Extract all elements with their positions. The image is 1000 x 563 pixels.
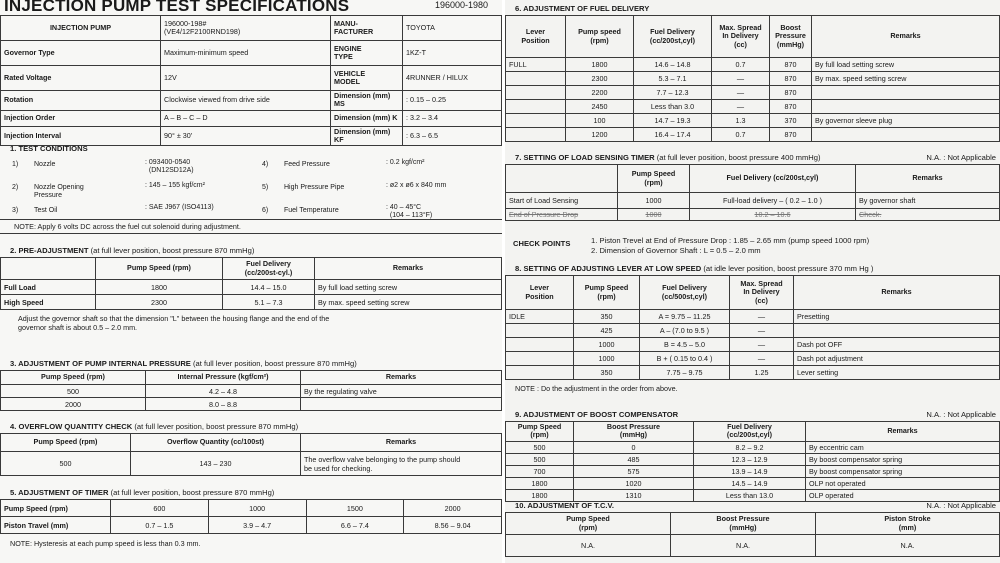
table-cell: 870 (770, 128, 812, 142)
column-header: Fuel Delivery (cc/200st,cyl) (690, 165, 856, 193)
tcv-table (505, 512, 1000, 557)
info-label: Rated Voltage (1, 66, 161, 91)
boost-comp-section (505, 409, 1000, 502)
condition-number: 6) (262, 207, 269, 214)
overflow-section (0, 420, 502, 476)
table-cell: By full load setting screw (812, 58, 1000, 72)
timer-title (0, 486, 502, 499)
table-cell: 8.0 – 8.8 (146, 398, 301, 411)
table-row (1, 452, 502, 476)
info-label: VEHICLE MODEL (331, 66, 403, 91)
table-cell: 13.9 – 14.9 (694, 465, 806, 477)
info-section (0, 15, 502, 146)
table-cell: By governor sleeve plug (812, 114, 1000, 128)
header-row (1, 371, 502, 385)
info-label: Governor Type (1, 41, 161, 66)
table-cell (506, 338, 574, 352)
table-cell: 5.1 – 7.3 (223, 295, 315, 310)
table-cell: 14.4 – 15.0 (223, 280, 315, 295)
info-value: : 3.2 – 3.4 (403, 110, 502, 126)
table-row (1, 398, 502, 411)
table-cell (506, 366, 574, 380)
column-header (1, 258, 96, 280)
table-row (506, 100, 1000, 114)
table-row (506, 366, 1000, 380)
table-cell: By eccentric cam (806, 441, 1000, 453)
table-cell: 7.7 – 12.3 (634, 86, 712, 100)
table-cell: 0 (574, 441, 694, 453)
info-label: Dimension (mm) MS (331, 91, 403, 111)
table-cell: 8.2 – 9.2 (694, 441, 806, 453)
document-header (0, 0, 502, 14)
table-cell: Less than 13.0 (694, 489, 806, 501)
column-header: Remarks (301, 434, 502, 452)
info-row (1, 41, 502, 66)
table-row (506, 86, 1000, 100)
table-row (1, 280, 502, 295)
column-header: Pump Speed (rpm) (506, 422, 574, 442)
info-label: Injection Interval (1, 126, 161, 146)
column-header: Fuel Delivery (cc/200st,cyl) (634, 16, 712, 58)
timer-note: NOTE: Hysteresis at each pump speed is less than 0.3 mm. (10, 539, 201, 548)
column-header: Piston Stroke (mm) (816, 513, 1000, 535)
fuel-delivery-section (505, 2, 1000, 142)
column-header: Pump Speed (rpm) (506, 513, 671, 535)
header-row (506, 165, 1000, 193)
table-cell: FULL (506, 58, 566, 72)
table-row (506, 453, 1000, 465)
table-cell: 1800 (506, 477, 574, 489)
load-sensing-na: N.A. : Not Applicable (926, 153, 996, 162)
table-cell: By full load setting screw (315, 280, 502, 295)
table-cell: OLP operated (806, 489, 1000, 501)
table-cell: 870 (770, 58, 812, 72)
column-header: Pump speed (rpm) (566, 16, 634, 58)
boost-comp-title (505, 409, 1000, 421)
header-row (506, 276, 1000, 310)
table-cell: 8.56 – 9.04 (404, 517, 502, 534)
info-value: : 6.3 – 6.5 (403, 126, 502, 146)
table-cell: 1200 (566, 128, 634, 142)
boost-comp-table (505, 421, 1000, 502)
table-cell: 1000 (574, 352, 640, 366)
table-cell: 12.3 – 12.9 (694, 453, 806, 465)
table-cell: 1.25 (730, 366, 794, 380)
timer-table (0, 499, 502, 534)
table-cell: 2450 (566, 100, 634, 114)
column-header: Remarks (806, 422, 1000, 442)
overflow-table (0, 433, 502, 476)
table-cell: Dash pot OFF (794, 338, 1000, 352)
table-cell: 485 (574, 453, 694, 465)
table-cell: Less than 3.0 (634, 100, 712, 114)
table-cell: B = 4.5 – 5.0 (640, 338, 730, 352)
column-header: Remarks (856, 165, 1000, 193)
table-cell: Dash pot adjustment (794, 352, 1000, 366)
column-header: Remarks (794, 276, 1000, 310)
table-cell: — (730, 310, 794, 324)
condition-label: High Pressure Pipe (284, 184, 345, 191)
condition-label: Fuel Temperature (284, 207, 339, 214)
table-cell: 6.6 – 7.4 (306, 517, 404, 534)
column-header: Pump Speed (rpm) (96, 258, 223, 280)
table-cell (506, 352, 574, 366)
overflow-title (0, 420, 502, 433)
table-cell: Piston Travel (mm) (1, 517, 111, 534)
table-cell: Lever setting (794, 366, 1000, 380)
low-speed-title (505, 262, 1000, 275)
table-cell: 1800 (506, 489, 574, 501)
column-header: Boost Pressure (mmHg) (671, 513, 816, 535)
table-cell: N.A. (671, 535, 816, 557)
info-value: 1KZ-T (403, 41, 502, 66)
table-cell: 1020 (574, 477, 694, 489)
table-cell: 14.5 – 14.9 (694, 477, 806, 489)
column-header: Pump Speed (rpm) (1, 371, 146, 385)
table-cell: 370 (770, 114, 812, 128)
header-row (1, 434, 502, 452)
table-cell: 870 (770, 86, 812, 100)
table-row (1, 517, 502, 534)
table-cell: OLP not operated (806, 477, 1000, 489)
table-cell: By max. speed setting screw (812, 72, 1000, 86)
info-value: 4RUNNER / HILUX (403, 66, 502, 91)
table-cell: 1800 (566, 58, 634, 72)
table-cell: 100 (566, 114, 634, 128)
table-cell: — (712, 86, 770, 100)
overflow-heading: 4. OVERFLOW QUANTITY CHECK (10, 422, 133, 431)
table-cell: Pump Speed (rpm) (1, 500, 111, 517)
condition-number: 2) (12, 184, 19, 191)
test-conditions-title: 1. TEST CONDITIONS (10, 144, 88, 153)
column-header: Lever Position (506, 16, 566, 58)
table-cell: — (730, 324, 794, 338)
column-header: Fuel Delivery (cc/200st-cyl.) (223, 258, 315, 280)
table-cell (812, 86, 1000, 100)
table-cell: 3.9 – 4.7 (208, 517, 306, 534)
info-value: 196000-198# (VE4/12F2100RND198) (161, 16, 331, 41)
timer-heading: 5. ADJUSTMENT OF TIMER (10, 488, 109, 497)
pre-adjustment-table (0, 257, 502, 310)
document-title: INJECTION PUMP TEST SPECIFICATIONS (4, 0, 350, 15)
column-header: Overflow Quantity (cc/100st) (131, 434, 301, 452)
table-cell: 2000 (404, 500, 502, 517)
table-cell: By the regulating valve (301, 385, 502, 398)
condition-value: : 40 – 45°C (104 – 113°F) (386, 204, 433, 220)
table-cell: — (730, 352, 794, 366)
info-row (1, 91, 502, 111)
table-cell: By boost compensator spring (806, 453, 1000, 465)
table-cell (794, 324, 1000, 338)
table-cell: 350 (574, 310, 640, 324)
column-header: Lever Position (506, 276, 574, 310)
fuel-delivery-title: 6. ADJUSTMENT OF FUEL DELIVERY (515, 4, 650, 13)
header-row (506, 16, 1000, 58)
internal-pressure-heading: 3. ADJUSTMENT OF PUMP INTERNAL PRESSURE (10, 359, 191, 368)
table-cell: 1800 (96, 280, 223, 295)
table-cell: 1500 (306, 500, 404, 517)
table-row (506, 209, 1000, 221)
low-speed-note: NOTE : Do the adjustment in the order from above. (515, 384, 678, 393)
load-sensing-title (505, 151, 1000, 164)
pre-adjustment-title (0, 244, 502, 257)
table-cell: — (730, 338, 794, 352)
table-cell: 870 (770, 72, 812, 86)
info-row (1, 66, 502, 91)
table-cell: 0.7 (712, 58, 770, 72)
info-label: Injection Order (1, 110, 161, 126)
info-value: TOYOTA (403, 16, 502, 41)
table-row (506, 338, 1000, 352)
info-row (1, 16, 502, 41)
pre-adjustment-heading: 2. PRE-ADJUSTMENT (10, 246, 89, 255)
info-value: : 0.15 – 0.25 (403, 91, 502, 111)
tcv-section (505, 500, 1000, 557)
column-header: Internal Pressure (kgf/cm²) (146, 371, 301, 385)
condition-number: 5) (262, 184, 269, 191)
info-value: Clockwise viewed from drive side (161, 91, 331, 111)
table-cell: By boost compensator spring (806, 465, 1000, 477)
table-cell: 1000 (208, 500, 306, 517)
table-cell: 1310 (574, 489, 694, 501)
table-row (1, 295, 502, 310)
overflow-condition: (at full lever position, boost pressure 870 mmHg) (134, 422, 299, 431)
table-cell: 2300 (566, 72, 634, 86)
table-cell: 700 (506, 465, 574, 477)
info-table (0, 15, 502, 146)
table-cell: 0.7 – 1.5 (111, 517, 209, 534)
right-page (505, 0, 1000, 563)
table-cell: 350 (574, 366, 640, 380)
check-points-line1: 1. Piston Trevel at End of Pressure Drop : 1.85 – 2.65 mm (pump speed 1000 rpm) (591, 236, 870, 245)
column-header: Max. Spread In Delivery (cc) (712, 16, 770, 58)
low-speed-condition: (at idle lever position, boost pressure 370 mm Hg ) (703, 264, 874, 273)
table-cell: By max. speed setting screw (315, 295, 502, 310)
info-value: Maximum-minimum speed (161, 41, 331, 66)
table-cell (506, 128, 566, 142)
column-header: Boost Pressure (mmHg) (770, 16, 812, 58)
internal-pressure-section (0, 357, 502, 411)
info-label: Dimension (mm) KF (331, 126, 403, 146)
column-header: Max. Spread In Delivery (cc) (730, 276, 794, 310)
check-points-line2: 2. Dimension of Governor Shaft : L = 0.5 – 2.0 mm (591, 246, 761, 255)
table-row (506, 441, 1000, 453)
table-cell: 870 (770, 100, 812, 114)
table-row (506, 72, 1000, 86)
condition-value: : SAE J967 (ISO4113) (145, 204, 214, 211)
table-row (506, 58, 1000, 72)
column-header: Pump Speed (rpm) (574, 276, 640, 310)
table-row (506, 535, 1000, 557)
table-cell (506, 114, 566, 128)
table-cell (506, 72, 566, 86)
table-cell: 575 (574, 465, 694, 477)
table-cell: A – (7.0 to 9.5 ) (640, 324, 730, 338)
info-label: MANU- FACTURER (331, 16, 403, 41)
table-cell: 2000 (1, 398, 146, 411)
load-sensing-heading: 7. SETTING OF LOAD SENSING TIMER (515, 153, 655, 162)
info-value: A – B – C – D (161, 110, 331, 126)
column-header: Fuel Delivery (cc/200st,cyl) (694, 422, 806, 442)
condition-number: 3) (12, 207, 19, 214)
info-value: 12V (161, 66, 331, 91)
info-row (1, 110, 502, 126)
condition-number: 1) (12, 161, 19, 168)
table-cell: 0.7 (712, 128, 770, 142)
table-cell: Check. (856, 209, 1000, 221)
table-cell: 500 (506, 453, 574, 465)
load-sensing-condition: (at full lever position, boost pressure 400 mmHg) (656, 153, 821, 162)
condition-value: : 0.2 kgf/cm² (386, 159, 425, 166)
low-speed-heading: 8. SETTING OF ADJUSTING LEVER AT LOW SPEED (515, 264, 702, 273)
info-label: Rotation (1, 91, 161, 111)
tcv-na: N.A. : Not Applicable (926, 501, 996, 510)
table-cell (812, 100, 1000, 114)
table-cell: 2200 (566, 86, 634, 100)
condition-label: Nozzle Opening Pressure (34, 184, 84, 200)
table-cell: 1000 (574, 338, 640, 352)
table-cell: 500 (1, 452, 131, 476)
pre-adjustment-section (0, 244, 502, 336)
condition-label: Feed Pressure (284, 161, 330, 168)
table-cell: 1000 (618, 193, 690, 209)
table-cell: 143 – 230 (131, 452, 301, 476)
column-header: Remarks (301, 371, 502, 385)
condition-value: : 093400-0540 (DN12SD12A) (145, 159, 194, 175)
tcv-title (505, 500, 1000, 512)
table-row (1, 500, 502, 517)
table-cell (812, 128, 1000, 142)
table-row (506, 114, 1000, 128)
info-label: ENGINE TYPE (331, 41, 403, 66)
table-cell: 7.75 – 9.75 (640, 366, 730, 380)
check-points-label: CHECK POINTS (513, 239, 571, 248)
table-cell: — (712, 100, 770, 114)
internal-pressure-condition: (at full lever position, boost pressure 870 mmHg) (193, 359, 357, 368)
document-code: 196000-1980 (434, 0, 488, 10)
table-cell: By governor shaft (856, 193, 1000, 209)
table-row (506, 128, 1000, 142)
column-header (506, 165, 618, 193)
pre-adjustment-condition: (at full lever position, boost pressure 870 mmHg) (90, 246, 255, 255)
timer-condition: (at full lever position, boost pressure 870 mmHg) (110, 488, 275, 497)
table-cell: N.A. (506, 535, 671, 557)
internal-pressure-title (0, 357, 502, 370)
table-cell: 600 (111, 500, 209, 517)
table-cell: 5.3 – 7.1 (634, 72, 712, 86)
column-header: Fuel Delivery (cc/500st,cyl) (640, 276, 730, 310)
fuel-delivery-table (505, 15, 1000, 142)
table-cell: A = 9.75 – 11.25 (640, 310, 730, 324)
condition-value: : 145 – 155 kgf/cm² (145, 182, 205, 189)
table-cell: Presetting (794, 310, 1000, 324)
pre-adjustment-note: Adjust the governor shaft so that the dimension "L" between the housing flange and the end of the governor shaft is about 0.5 – 2.0 mm. (18, 314, 330, 332)
test-conditions-note: NOTE: Apply 6 volts DC across the fuel cut solenoid during adjustment. (0, 219, 502, 234)
low-speed-table (505, 275, 1000, 380)
table-cell: Full-load delivery – ( 0.2 – 1.0 ) (690, 193, 856, 209)
check-points (505, 235, 1000, 261)
table-cell: — (712, 72, 770, 86)
column-header: Remarks (315, 258, 502, 280)
table-cell (506, 324, 574, 338)
table-cell: IDLE (506, 310, 574, 324)
table-cell: 500 (1, 385, 146, 398)
table-row (506, 465, 1000, 477)
table-cell: 1000 (618, 209, 690, 221)
table-cell: 14.7 – 19.3 (634, 114, 712, 128)
boost-comp-heading: 9. ADJUSTMENT OF BOOST COMPENSATOR (515, 410, 679, 419)
column-header: Boost Pressure (mmHg) (574, 422, 694, 442)
table-cell: 2300 (96, 295, 223, 310)
column-header: Remarks (812, 16, 1000, 58)
info-label: INJECTION PUMP (1, 16, 161, 41)
tcv-heading: 10. ADJUSTMENT OF T.C.V. (515, 501, 615, 510)
internal-pressure-table (0, 370, 502, 411)
table-cell: 1.3 (712, 114, 770, 128)
table-cell (301, 398, 502, 411)
condition-label: Nozzle (34, 161, 56, 168)
table-cell: The overflow valve belonging to the pump should be used for checking. (301, 452, 502, 476)
table-cell: Start of Load Sensing (506, 193, 618, 209)
column-header: Pump Speed (rpm) (1, 434, 131, 452)
table-row (506, 310, 1000, 324)
condition-label: Test Oil (34, 207, 58, 214)
info-label: Dimension (mm) K (331, 110, 403, 126)
table-cell: 4.2 – 4.8 (146, 385, 301, 398)
table-cell (506, 100, 566, 114)
load-sensing-section (505, 151, 1000, 221)
header-row (1, 258, 502, 280)
test-conditions-list (0, 155, 502, 219)
header-row (506, 513, 1000, 535)
table-cell: 14.6 – 14.8 (634, 58, 712, 72)
boost-comp-na: N.A. : Not Applicable (926, 410, 996, 419)
info-value: 90° ± 30' (161, 126, 331, 146)
timer-section (0, 486, 502, 553)
table-cell: End of Pressure Drop (506, 209, 618, 221)
table-row (1, 385, 502, 398)
test-conditions-section (0, 143, 502, 234)
condition-number: 4) (262, 161, 269, 168)
load-sensing-table (505, 164, 1000, 221)
low-speed-section (505, 262, 1000, 397)
table-cell: 10.2 – 10.6 (690, 209, 856, 221)
condition-value: : ø2 x ø6 x 840 mm (386, 182, 447, 189)
table-cell: Full Load (1, 280, 96, 295)
table-row (506, 324, 1000, 338)
table-row (506, 193, 1000, 209)
table-cell: N.A. (816, 535, 1000, 557)
table-cell: 16.4 – 17.4 (634, 128, 712, 142)
header-row (506, 422, 1000, 442)
column-header: Pump Speed (rpm) (618, 165, 690, 193)
table-cell: 500 (506, 441, 574, 453)
table-cell: High Speed (1, 295, 96, 310)
table-cell (506, 86, 566, 100)
table-cell: 425 (574, 324, 640, 338)
table-row (506, 352, 1000, 366)
table-cell: B + ( 0.15 to 0.4 ) (640, 352, 730, 366)
table-row (506, 477, 1000, 489)
